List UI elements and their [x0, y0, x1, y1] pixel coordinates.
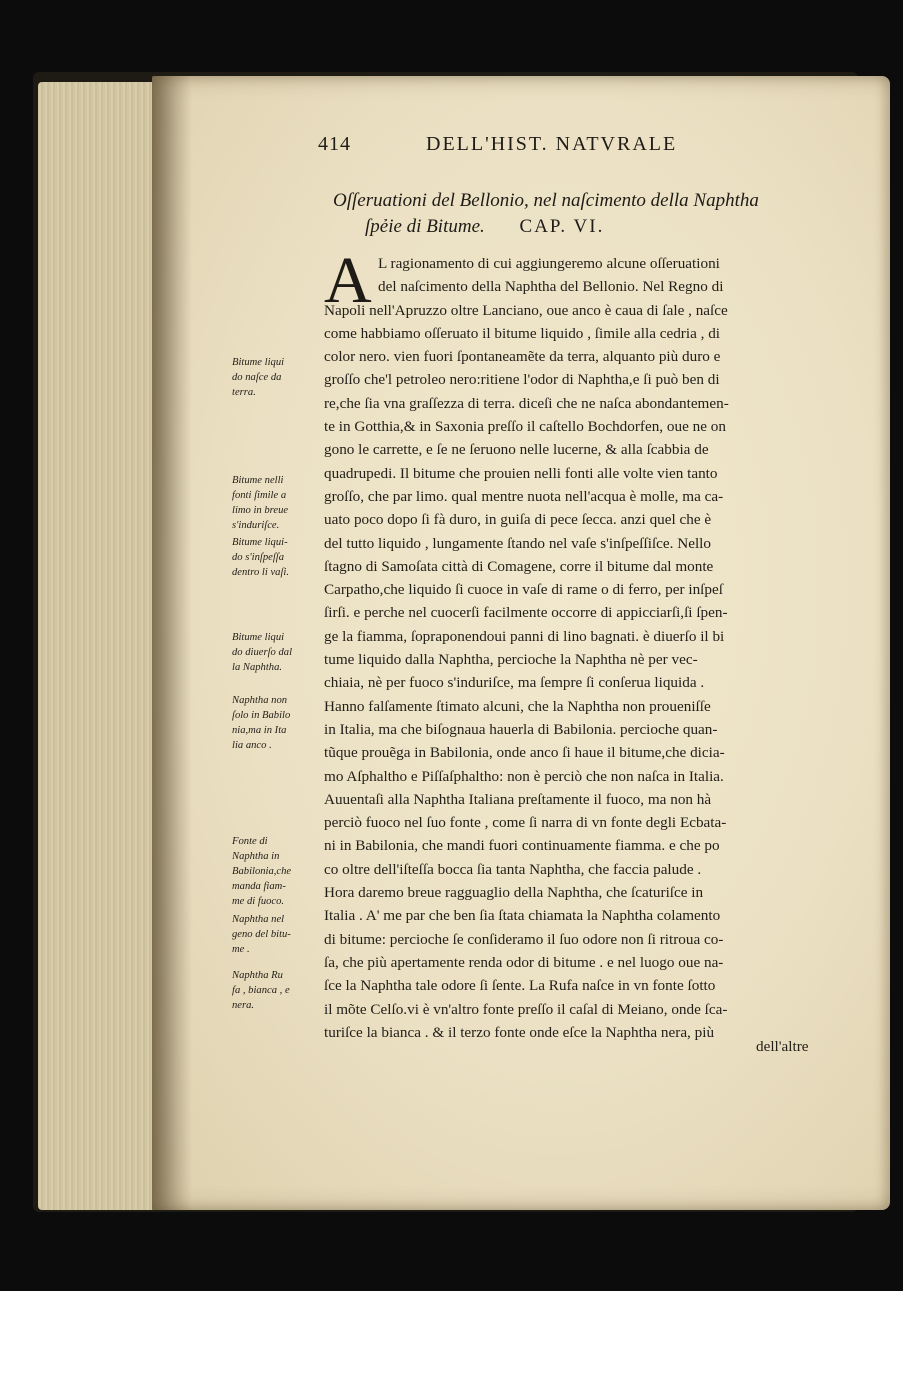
- text-line: Napoli nell'Apruzzo oltre Lanciano, oue anco è caua di ſale , naſce: [324, 301, 728, 319]
- marginal-note-line: Naphtha non: [232, 695, 288, 706]
- marginal-note: [232, 968, 320, 1013]
- marginal-note-line: Bitume liqui: [232, 632, 285, 643]
- marginal-note: [232, 535, 320, 580]
- running-head: [318, 133, 718, 159]
- text-line: tũque prouẽga in Babilonia, onde anco ſi haue il bitume,che dicia-: [324, 744, 725, 762]
- marginal-note: [232, 834, 320, 909]
- text-line: groſſo, che par limo. qual mentre nuota nell'acqua è molle, ma ca-: [324, 487, 724, 505]
- text-line: mo Aſphaltho e Piſſaſphaltho: non è perciò che non naſca in Italia.: [324, 767, 724, 785]
- marginal-note-line: dentro li vaſi.: [232, 567, 289, 578]
- marginal-note-line: limo in breue: [232, 505, 289, 516]
- text-line: ni in Babilonia, che mandi fuori continuamente fiamma. e che po: [324, 837, 720, 855]
- text-line: L ragionamento di cui aggiungeremo alcune oſſeruationi: [378, 255, 720, 272]
- chapter-title: [333, 188, 813, 240]
- text-line: tume liquido dalla Naphtha, percioche la Naphtha nè per vec-: [324, 651, 698, 669]
- marginal-note-line: me di fuoco.: [232, 896, 285, 907]
- text-line: perciò fuoco nel ſuo fonte , come ſi narra di vn fonte degli Ecbata-: [324, 814, 727, 832]
- marginal-note-line: terra.: [232, 387, 256, 398]
- text-line: quadrupedi. Il bitume che prouien nelli fonti alle volte vien tanto: [324, 464, 718, 482]
- marginal-note: [232, 630, 320, 675]
- text-line: ſce la Naphtha tale odore ſi ſente. La Rufa naſce in vn fonte ſotto: [324, 977, 716, 995]
- marginal-note-line: fonti ſimile a: [232, 490, 287, 501]
- marginal-note-line: Naphtha in: [232, 851, 280, 862]
- body-text: [324, 244, 854, 1044]
- page-edges: [38, 82, 158, 1210]
- marginal-note: [232, 693, 320, 753]
- marginal-note-line: Bitume nelli: [232, 475, 284, 486]
- marginal-note-line: do s'inſpeſſa: [232, 552, 284, 563]
- drop-cap: A: [324, 244, 372, 317]
- gutter-shadow: [152, 76, 192, 1210]
- marginal-note-line: Naphtha Ru: [232, 970, 283, 981]
- text-line: color nero. vien fuori ſpontaneamẽte da terra, alquanto più duro e: [324, 348, 721, 366]
- marginal-note-line: Naphtha nel: [232, 914, 285, 925]
- text-line: gono le carrette, e ſe ne ſeruono nelle lucerne, & alla ſcabbia de: [324, 441, 709, 459]
- text-line: re,che ſia vna graſſezza di terra. diceſi che ne naſca abondantemen-: [324, 394, 729, 412]
- marginal-note: [232, 912, 320, 957]
- running-title: DELL'HIST. NATVRALE: [426, 133, 678, 155]
- text-line: Italia . A' me par che ben ſia ſtata chiamata la Naphtha colamento: [324, 907, 721, 925]
- marginal-note-line: lia anco .: [232, 740, 272, 751]
- marginal-note-line: Bitume liqui-: [232, 537, 288, 548]
- marginal-note-line: nia,ma in Ita: [232, 725, 287, 736]
- marginal-note-line: Fonte di: [232, 836, 268, 847]
- marginal-note-line: la Naphtha.: [232, 662, 283, 673]
- text-line: groſſo che'l petroleo nero:ritiene l'odor di Naphtha,e ſi può ben di: [324, 371, 720, 389]
- marginal-note-line: fa , bianca , e: [232, 985, 290, 996]
- chapter-title-line-2: ſpẻie di Bitume.: [365, 216, 485, 237]
- marginal-note-line: manda fiam-: [232, 881, 286, 892]
- marginal-note-line: do naſce da: [232, 372, 282, 383]
- text-line: chiaia, nè per fuoco s'induriſce, ma ſempre ſi conſerua liquida .: [324, 674, 705, 692]
- marginal-note-line: ſolo in Babilo: [232, 710, 291, 721]
- text-line: del tutto liquido , lungamente ſtando nel vaſe s'inſpeſſiſce. Nello: [324, 534, 711, 552]
- text-line: Hora daremo breue ragguaglio della Naphtha, che ſcaturiſce in: [324, 884, 704, 902]
- text-line: come habbiamo oſſeruato il bitume liquido , ſimile alla cedria , di: [324, 324, 721, 342]
- text-line: ſtagno di Samoſata città di Comagene, corre il bitume dal monte: [324, 557, 714, 575]
- marginal-note-line: s'induriſce.: [232, 520, 280, 531]
- marginal-note-line: me .: [232, 944, 250, 955]
- chapter-number: CAP. VI.: [519, 216, 605, 237]
- text-line: il mõte Celſo.vi è vn'altro fonte preſſo il caſal di Meiano, onde ſca-: [324, 1000, 728, 1018]
- marginal-note-line: do diuerſo dal: [232, 647, 293, 658]
- text-line: del naſcimento della Naphtha del Bellonio. Nel Regno di: [378, 278, 724, 296]
- marginal-note-line: geno del bitu-: [232, 929, 291, 940]
- text-line: Carpatho,che liquido ſi cuoce in vaſe di rame o di ferro, per inſpeſ: [324, 581, 723, 599]
- text-line: turiſce la bianca . & il terzo fonte onde eſce la Naphtha nera, più: [324, 1023, 715, 1041]
- text-line: in Italia, ma che biſognaua hauerla di Babilonia. percioche quan-: [324, 720, 718, 738]
- marginal-note: [232, 473, 320, 533]
- marginal-note-line: nera.: [232, 1000, 255, 1011]
- text-line: uato poco dopo ſi fà duro, in guiſa di pece ſecca. anzi quel che è: [324, 511, 712, 529]
- text-line: Auuentaſi alla Naphtha Italiana preſtamente il fuoco, ma non hà: [324, 790, 712, 808]
- text-line: Hanno falſamente ſtimato alcuni, che la Naphtha non proueniſſe: [324, 697, 711, 715]
- marginal-note-line: Bitume liqui: [232, 357, 285, 368]
- page-number: 414: [318, 133, 351, 155]
- text-line: ſirſi. e perche nel cuocerſi facilmente occorre di appicciarſi,ſi ſpen-: [324, 604, 728, 622]
- text-line: co oltre dell'iſteſſa bocca ſia tanta Naphtha, che faccia palude .: [324, 860, 702, 878]
- text-line: ſa, che più apertamente renda odor di bitume . e nel luogo oue na-: [324, 953, 724, 971]
- marginal-note: [232, 355, 320, 400]
- text-line: ge la fiamma, ſopraponendoui panni di lino bagnati. è diuerſo il bi: [324, 627, 725, 645]
- marginal-note-line: Babilonia,che: [232, 866, 292, 877]
- text-line: di bitume: percioche ſe conſideramo il ſuo odore non ſi ritroua co-: [324, 930, 724, 948]
- chapter-title-line-1: Oſſeruationi del Bellonio, nel naſcimento della Naphtha: [333, 190, 759, 211]
- catchword: dell'altre: [756, 1038, 809, 1055]
- text-line: te in Gotthia,& in Saxonia preſſo il caſtello Bochdorfen, oue ne on: [324, 418, 726, 436]
